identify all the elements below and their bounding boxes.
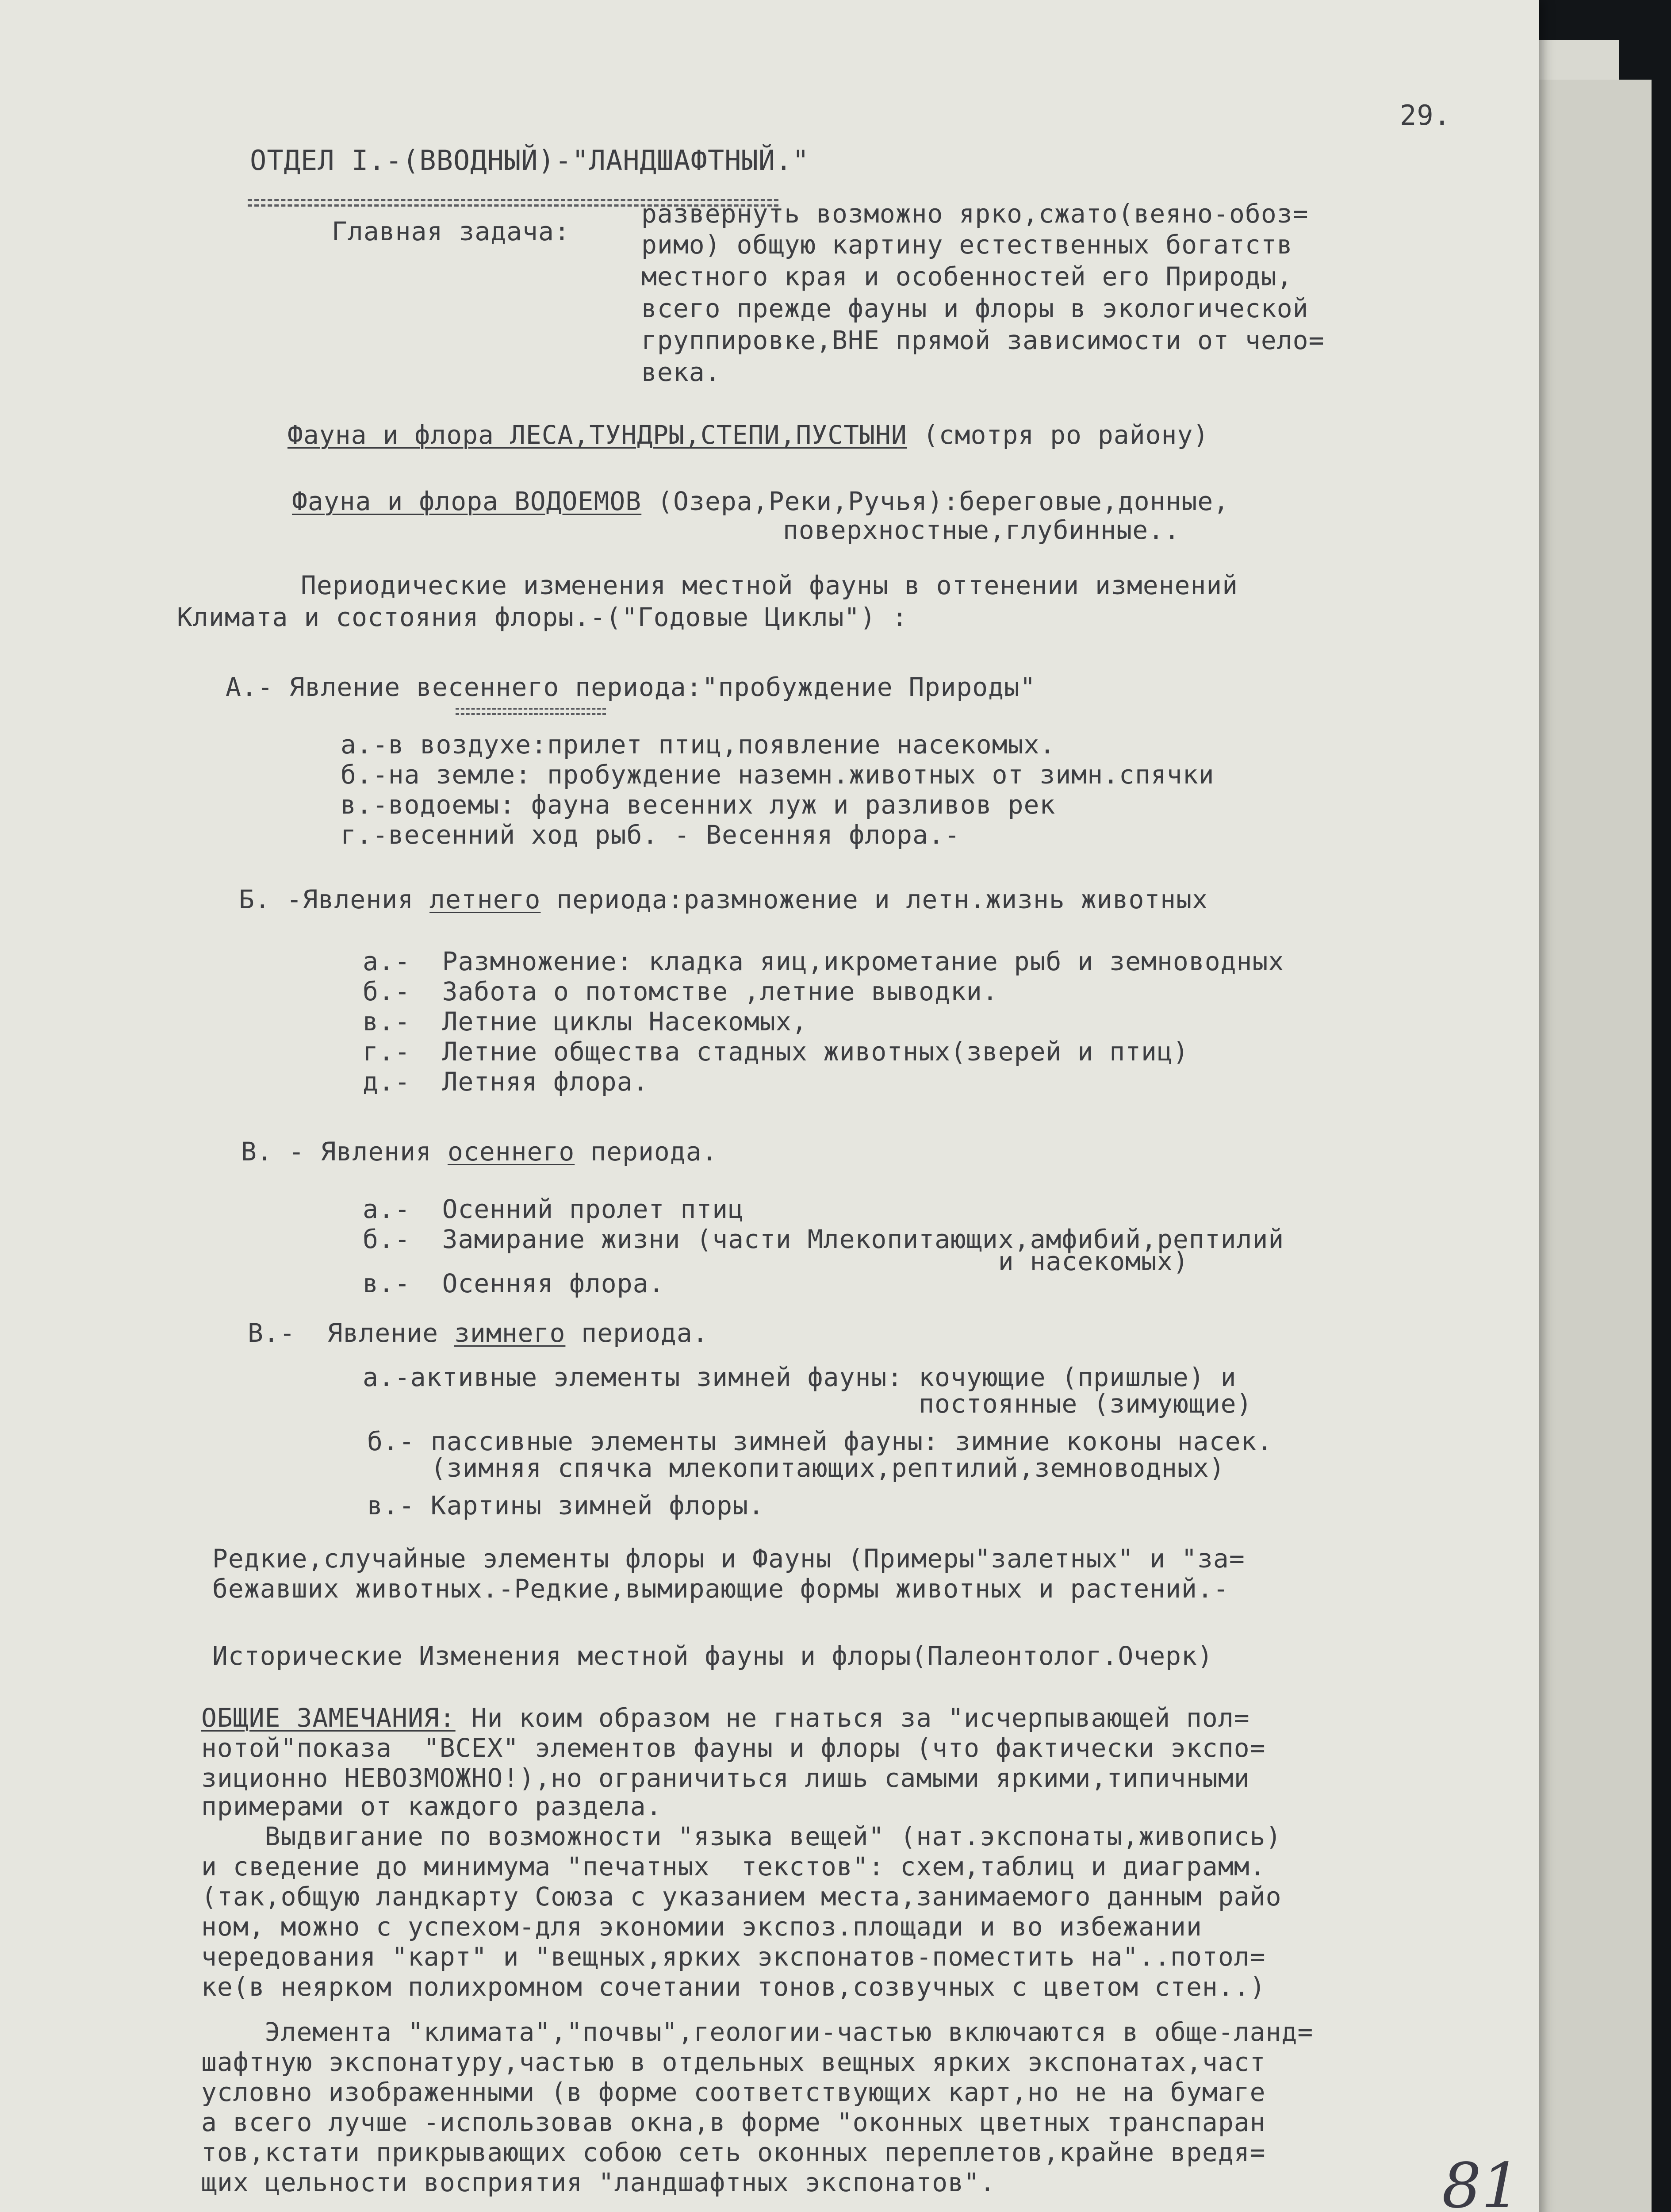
winter-item: б.- пассивные элементы зимней фауны: зимние коконы насек. [367, 1426, 1273, 1456]
winter-item: а.-активные элементы зимней фауны: кочующие (пришлые) и [363, 1362, 1237, 1392]
task-line: развернуть возможно ярко,сжато(веяно-обоз= [641, 199, 1309, 229]
notes-line: а всего лучше -использовав окна,в форме "оконных цветных транспаран [201, 2107, 1266, 2137]
spring-word: весеннего [416, 672, 560, 702]
winter-word: зимнего [454, 1318, 566, 1348]
autumn-item: в.- Осенняя флора. [363, 1268, 665, 1298]
winter-item: (зимняя спячка млекопитающих,рептилий,земноводных) [367, 1453, 1225, 1483]
historic-heading: Исторические Изменения местной фауны и флоры(Палеонтолог.Очерк) [212, 1641, 1213, 1671]
fauna-land-underlined: Фауна и флора ЛЕСА,ТУНДРЫ,СТЕПИ,ПУСТЫНИ [287, 420, 907, 450]
task-line: римо) общую картину естественных богатств [641, 230, 1293, 260]
spring-item: в.-водоемы: фауна весенних луж и разливов рек [341, 790, 1056, 820]
notes-first-line [201, 1703, 1250, 1732]
section-title: ОТДЕЛ I.-(ВВОДНЫЙ)-"ЛАНДШАФТНЫЙ." [250, 144, 809, 177]
fauna-land-heading [287, 420, 1209, 449]
task-line: века. [641, 357, 721, 387]
autumn-item: б.- Замирание жизни (части Млекопитающих,амфибий,рептилий [363, 1224, 1284, 1254]
notes-line1-rest: Ни коим образом не гнаться за "исчерпывающей пол= [455, 1703, 1250, 1733]
autumn-item: а.- Осенний пролет птиц [363, 1194, 744, 1224]
spring-suffix: периода:"пробуждение Природы" [559, 672, 1036, 702]
summer-word: летнего [429, 884, 541, 914]
winter-prefix: В.- Явление [248, 1318, 454, 1348]
spring-double-rule [456, 708, 606, 710]
rare-line: Редкие,случайные элементы флоры и Фауны (Примеры"залетных" и "за= [212, 1544, 1245, 1574]
notes-line: ке(в неярком полихромном сочетании тонов,созвучных с цветом стен..) [201, 1972, 1266, 2002]
spring-item: а.-в воздухе:прилет птиц,появление насекомых. [341, 730, 1056, 760]
main-task-label: Главная задача: [332, 216, 570, 246]
task-line: местного края и особенностей его Природы, [641, 261, 1293, 292]
autumn-word: осеннего [447, 1137, 575, 1167]
notes-line: тов,кстати прикрывающих собою сеть оконных переплетов,крайне вредя= [201, 2137, 1266, 2167]
notes-line: примерами от каждого раздела. [201, 1791, 662, 1821]
fauna-water-rest: (Озера,Реки,Ручья):береговые,донные, [641, 486, 1230, 516]
summer-item: а.- Размножение: кладка яиц,икрометание рыб и земноводных [363, 946, 1284, 976]
fauna-water-underlined: Фауна и флора ВОДОЕМОВ [292, 486, 642, 516]
fauna-water-heading [292, 487, 1229, 516]
periodic-line: Периодические изменения местной фауны в оттенении изменений [301, 570, 1238, 600]
task-line: группировке,ВНЕ прямой зависимости от чело= [641, 325, 1325, 355]
summer-suffix: периода:размножение и летн.жизнь животных [540, 884, 1208, 914]
fauna-water-line2: поверхностные,глубинные.. [783, 515, 1180, 545]
periodic-line: Климата и состояния флоры.-("Годовые Циклы") : [177, 602, 908, 632]
summer-heading [239, 885, 1208, 914]
spring-heading [226, 672, 1036, 702]
notes-line: ном, можно с успехом-для экономии экспоз.площади и во избежании [201, 1912, 1202, 1942]
summer-prefix: Б. -Явления [239, 884, 430, 914]
handwritten-folio-number: 81 [1442, 2150, 1521, 2212]
notes-line: Выдвигание по возможности "языка вещей" (нат.экспонаты,живопись) [201, 1821, 1282, 1851]
summer-item: г.- Летние общества стадных животных(зверей и птиц) [363, 1037, 1189, 1067]
autumn-item: и насекомых) [363, 1246, 1189, 1276]
notes-line: условно изображенными (в форме соответствующих карт,но не на бумаге [201, 2077, 1266, 2107]
autumn-heading [241, 1137, 718, 1166]
notes-line: зиционно НЕВОЗМОЖНО!),но ограничиться лишь самыми яркими,типичными [201, 1763, 1250, 1793]
notes-line: шафтную экспонатуру,частью в отдельных вещных ярких экспонатах,част [201, 2047, 1266, 2077]
summer-item: б.- Забота о потомстве ,летние выводки. [363, 976, 998, 1006]
spring-item: г.-весенний ход рыб. - Весенняя флора.- [341, 820, 960, 850]
winter-suffix: периода. [565, 1318, 709, 1348]
notes-line: щих цельности восприятия "ландшафтных экспонатов". [201, 2167, 996, 2197]
spring-double-rule-2 [456, 713, 606, 715]
winter-heading [248, 1318, 709, 1348]
spring-prefix: А.- Явление [226, 672, 417, 702]
notes-line: нотой"показа "ВСЕХ" элементов фауны и флоры (что фактически экспо= [201, 1733, 1266, 1763]
spring-item: б.-на земле: пробуждение наземн.животных от зимн.спячки [341, 760, 1215, 790]
winter-item: постоянные (зимующие) [363, 1389, 1253, 1419]
summer-item: д.- Летняя флора. [363, 1067, 649, 1097]
notes-line: (так,общую ландкарту Союза с указанием места,занимаемого данным райо [201, 1882, 1282, 1912]
winter-item: в.- Картины зимней флоры. [367, 1490, 764, 1521]
task-line: всего прежде фауны и флоры в экологической [641, 293, 1309, 323]
fauna-land-rest: (смотря ро району) [907, 420, 1209, 450]
autumn-prefix: В. - Явления [241, 1137, 448, 1167]
notes-line: Элемента "климата","почвы",геологии-частью включаются в обще-ланд= [201, 2017, 1314, 2047]
rare-line: бежавших животных.-Редкие,вымирающие формы животных и растений.- [212, 1574, 1229, 1604]
summer-item: в.- Летние циклы Насекомых, [363, 1006, 808, 1037]
notes-line: и сведение до минимума "печатных текстов": схем,таблиц и диаграмм. [201, 1851, 1266, 1882]
autumn-suffix: периода. [575, 1137, 718, 1167]
notes-line: чередования "карт" и "вещных,ярких экспонатов-поместить на"..потол= [201, 1942, 1266, 1972]
notes-label: ОБЩИЕ ЗАМЕЧАНИЯ: [201, 1703, 456, 1733]
page-number: 29. [1400, 99, 1451, 131]
